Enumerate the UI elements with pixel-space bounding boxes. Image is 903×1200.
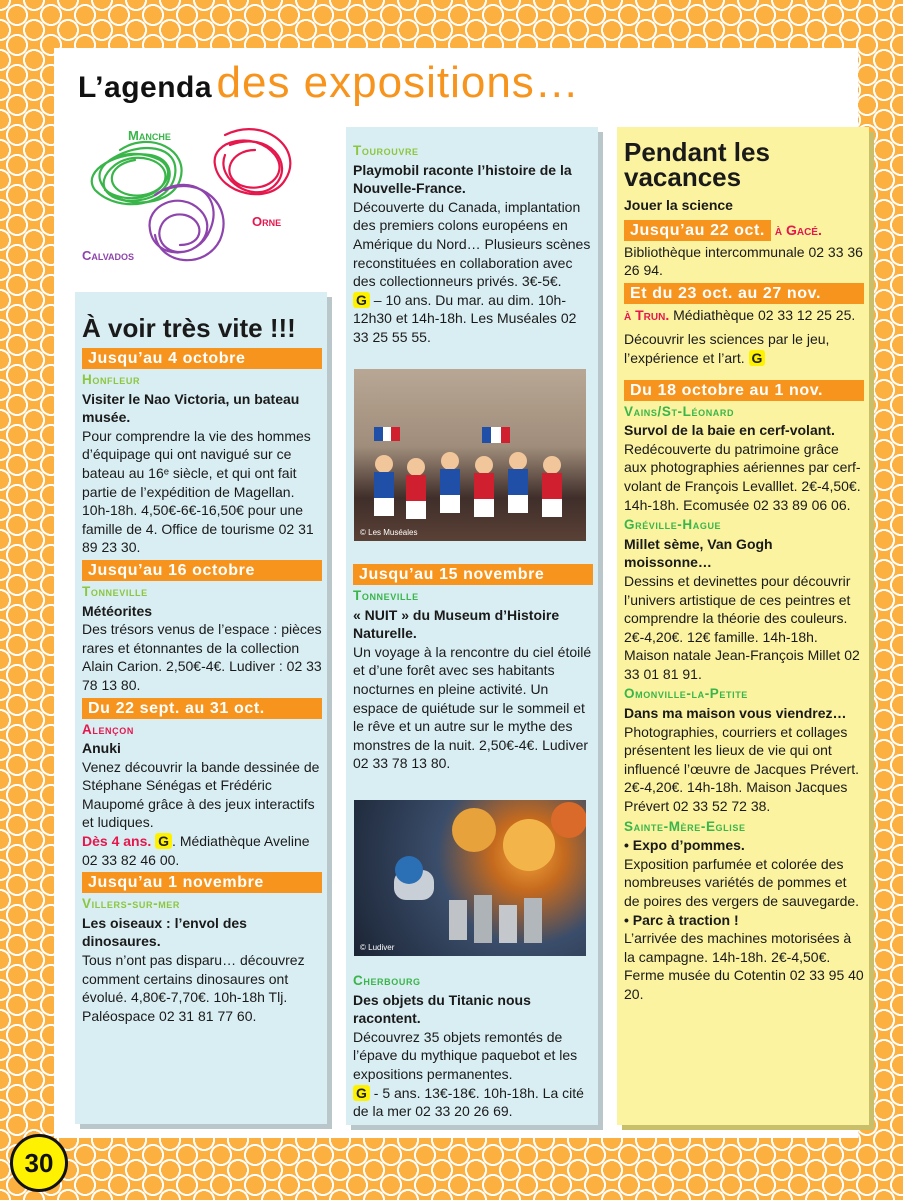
col1-e3-body: Venez découvrir la bande dessinée de Stéphane Sénégas et Frédéric Maupomé grâce à des jeux interactifs et ludiques. [82,758,320,831]
col3-e2-line [624,306,864,325]
col1-e1-body: Pour comprendre la vie des hommes d’équipage qui ont navigué sur ce bateau au 16ᵉ siècle, et qui ont fait partie de l’expédition de Magellan. 10h-18h. 4,50€-6€-16,50€ pour une famille de 4. Office de tourisme 02 31 89 23 30. [82,427,314,556]
col1-e2-band: Jusqu’au 16 octobre [82,560,322,581]
col3-e3-place: Vains/St-Léonard [624,403,735,419]
col3-e1-band: Jusqu’au 22 oct. [624,220,771,241]
gratuit-icon: G [353,1085,370,1101]
col2-e1-tail: – 10 ans. Du mar. au dim. 10h-12h30 et 14h-18h. Les Muséales 02 33 25 55 55. [353,291,577,345]
col2-e2-band: Jusqu’au 15 novembre [353,564,593,585]
label-orne: Orne [252,214,282,229]
column-2-top [353,140,593,347]
photo-credit: © Ludiver [360,943,395,952]
col3-e6-place: Sainte-Mère-Eglise [624,818,746,834]
ludiver-photo [354,800,586,956]
col3-e6-body2: L’arrivée des machines motorisées à la campagne. 14h-18h. 2€-4,50€. Ferme musée du Cotentin 02 33 95 40 20. [624,930,864,1002]
col1-e4-title: Les oiseaux : l’envol des dinosaures. [82,914,247,950]
column-2-bottom [353,970,593,1121]
col3-e4-body: Dessins et devinettes pour découvrir l’univers artistique de ces peintres et comprendre la théorie des couleurs. 2€-4,20€. 12€ famille. 14h-18h. Maison natale Jean-François Millet 02 33 01 81 91. [624,572,860,682]
col1-e1-place: Honfleur [82,372,141,387]
playmobil-photo [354,369,586,541]
col3-e1-place: à Gacé. [774,221,822,238]
col2-e1-body: Découverte du Canada, implantation des premiers colons européens en Amérique du Nord… Plusieurs scènes reconstituées en collaboration avec des collectionneurs privés. 3€-5€. [353,198,591,290]
col3-e6-title: • Expo d’pommes. [624,837,745,854]
col2-e2-body: Un voyage à la rencontre du ciel étoilé et d’une forêt avec ses habitants nocturnes en pleine activité. Un espace de quiétude sur le sommeil et le rêve et un autre sur le mythe des monstres de la nuit. 2,50€-4€. Ludiver 02 33 78 13 80. [353,643,592,772]
label-manche: Manche [128,128,171,143]
col1-e1-title: Visiter le Nao Victoria, un bateau musée. [82,390,300,426]
col2-e1-info [353,291,593,347]
col3-e3-body: Redécouverte du patrimoine grâce aux photographies aériennes par cerf-volant de François Levalllet. 2€-4,50€. 14h-18h. Ecomusée 02 33 89 06 06. [624,440,861,513]
col2-e2-place: Tonneville [353,588,419,603]
col1-heading: À voir très vite !!! [82,313,296,343]
col1-e3-tail: . Médiathèque Aveline 02 33 82 46 00. [82,833,310,868]
col1-e4-body: Tous n’ont pas disparu… découvrez comment certains dinosaures ont évolué. 4,80€-7,70€. 10h-18h Tlj. Paléospace 02 31 81 77 60. [82,952,305,1024]
col1-e4-band: Jusqu’au 1 novembre [82,872,322,893]
column-2-middle [353,561,593,773]
col3-e6-title2: • Parc à traction ! [624,911,739,928]
col1-e3-age: Dès 4 ans. [82,833,152,850]
col3-e1-head [624,217,864,243]
col1-e3-band: Du 22 sept. au 31 oct. [82,698,322,719]
column-1 [82,308,322,1025]
col2-e2-title: « NUIT » du Museum d’Histoire Naturelle. [353,606,560,642]
planetarium-scene [354,800,586,956]
col1-e1-band: Jusqu’au 4 octobre [82,348,322,369]
col2-e3-tail: - 5 ans. 13€-18€. 10h-18h. La cité de la mer 02 33 20 26 69. [353,1084,584,1120]
col3-subheading: Jouer la science [624,197,733,213]
col3-e4-place: Gréville-Hague [624,517,722,533]
gratuit-icon: G [353,292,370,308]
col3-heading: Pendant les vacances [624,137,770,192]
title-light: des expositions… [216,58,580,107]
col3-e5-body: Photographies, courriers et collages présentent les lieux de vie qui ont influencé l’œuvre de Jacques Prévert. 2€-4,20€. 14h-18h. Maison Jacques Prévert 02 33 52 72 38. [624,723,859,815]
col3-e2-place: à Trun. [624,306,670,323]
col2-e1-place: Tourouvre [353,143,419,158]
region-scribble-map [80,120,305,280]
page-number: 30 [10,1134,68,1192]
col2-e3-info [353,1084,593,1121]
column-3 [624,134,864,1004]
col3-e1-body: Bibliothèque intercommunale 02 33 36 26 94. [624,243,863,279]
col3-e2-info [624,330,864,367]
col1-e4-place: Villers-sur-mer [82,896,180,912]
col3-e3-title: Survol de la baie en cerf-volant. [624,422,835,439]
label-calvados: Calvados [82,248,135,263]
col3-e5-title: Dans ma maison vous viendrez… [624,705,847,722]
col1-e3-place: Alençon [82,721,134,737]
col2-e3-place: Cherbourg [353,973,421,988]
col3-e2-body: Médiathèque 02 33 12 25 25. [673,306,856,323]
col2-e3-title: Des objets du Titanic nous racontent. [353,991,531,1027]
col1-e3-info [82,832,322,869]
gratuit-icon: G [155,833,172,849]
col2-e1-title: Playmobil raconte l’histoire de la Nouvelle-France. [353,161,572,197]
title-bold: L’agenda [78,71,213,104]
col1-e2-title: Météorites [82,602,153,619]
col1-e2-body: Des trésors venus de l’espace : pièces rares et étonnantes de la collection Alain Carion. 2,50€-4€. Ludiver : 02 33 78 13 80. [82,621,322,693]
playmobil-figures [354,369,586,541]
col3-e3-band: Du 18 octobre au 1 nov. [624,380,864,401]
col3-e6-body: Exposition parfumée et colorée des nombreuses variétés de pommes et de poires des vergers de sauvegarde. [624,855,860,909]
col3-e2-body2: Découvrir les sciences par le jeu, l’expérience et l’art. [624,331,830,366]
col2-e3-body: Découvrez 35 objets remontés de l’épave du mythique paquebot et les expositions permanentes. [353,1028,578,1082]
photo-credit: © Les Muséales [360,528,418,537]
col3-e5-place: Omonville-la-Petite [624,686,748,702]
gratuit-icon: G [749,350,766,366]
col3-e4-title: Millet sème, Van Gogh moissonne… [624,535,773,571]
page-title [78,58,580,108]
col1-e3-title: Anuki [82,740,121,757]
col1-e2-place: Tonneville [82,583,148,599]
col3-e2-band: Et du 23 oct. au 27 nov. [624,283,864,304]
